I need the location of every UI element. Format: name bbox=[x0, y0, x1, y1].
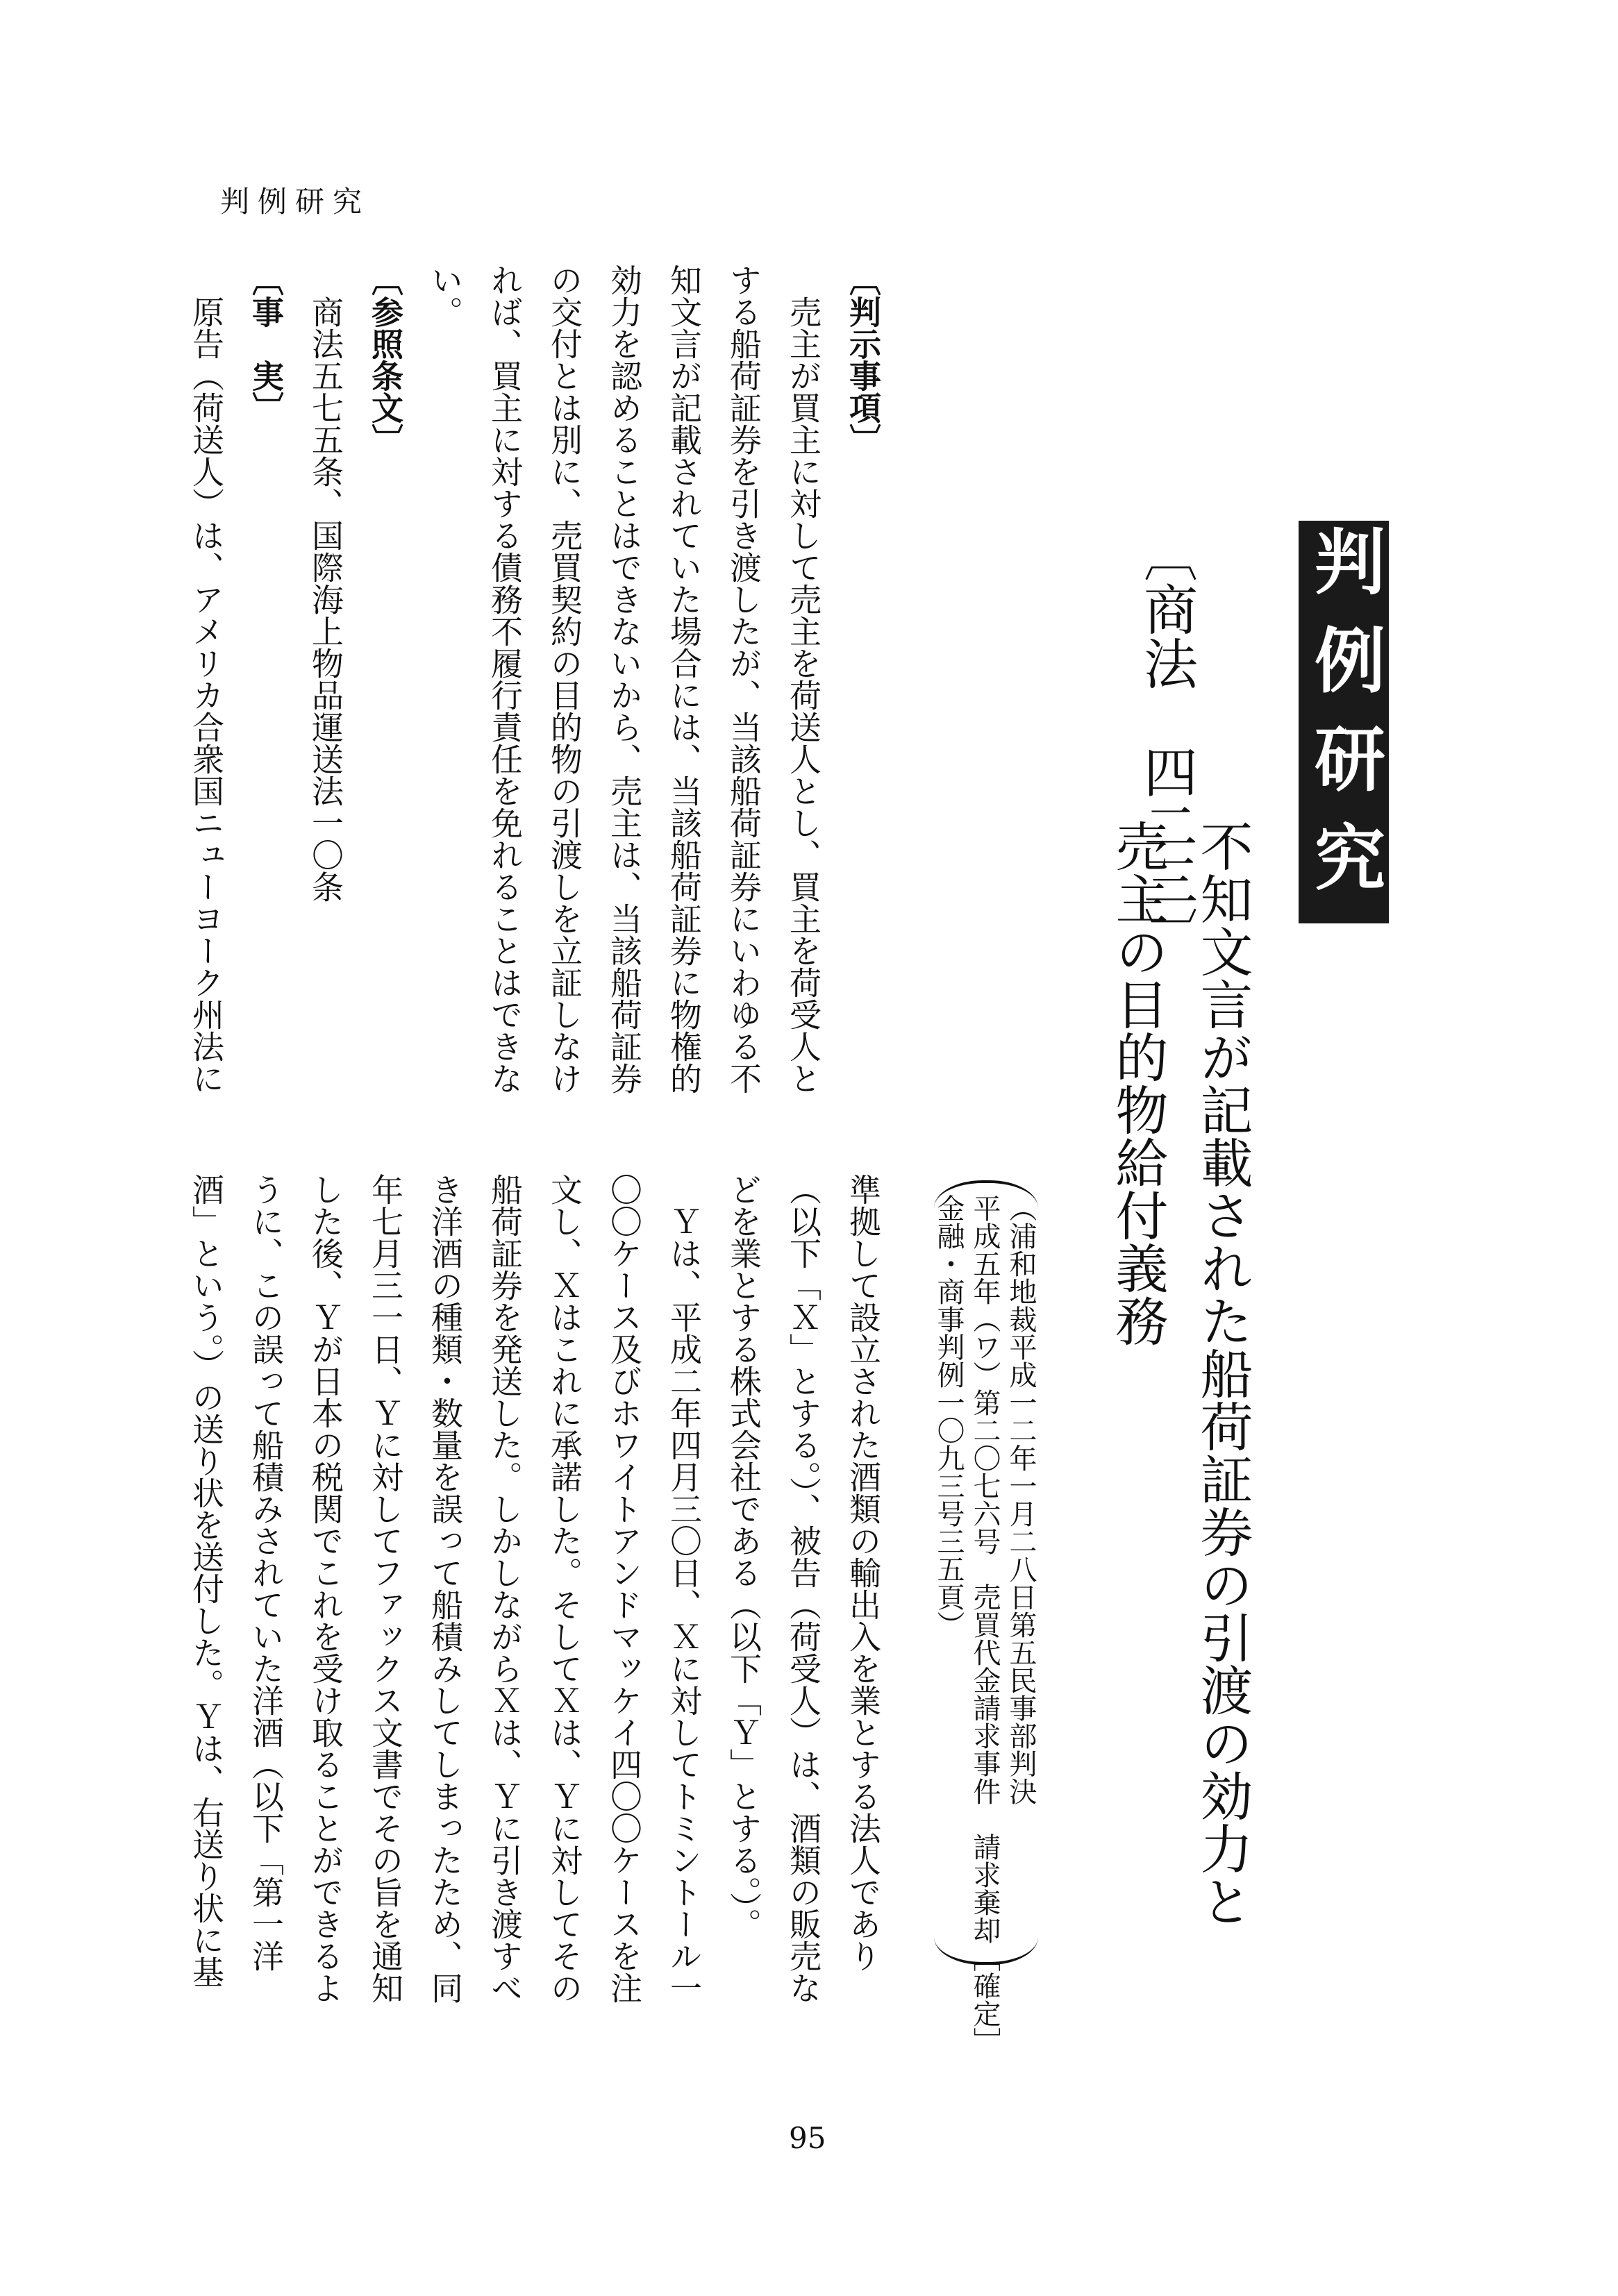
heading-facts: 〔事 実〕 bbox=[247, 264, 285, 424]
article-title-line-2: 売主の目的物給付義務 bbox=[1107, 819, 1169, 1347]
body-column: 船荷証券を発送した。しかしながらＸは、Ｙに引き渡すべ bbox=[486, 1173, 524, 2004]
body-column: 売主が買主に対して売主を荷送人とし、買主を荷受人と bbox=[785, 264, 822, 1094]
heading-references: 〔参照条文〕 bbox=[367, 264, 404, 455]
body-column: する船荷証券を引き渡したが、当該船荷証券にいわゆる不 bbox=[725, 264, 762, 1094]
body-column: 効力を認めることはできないから、売主は、当該船荷証券 bbox=[606, 264, 643, 1094]
body-column: れば、買主に対する債務不履行責任を免れることはできな bbox=[486, 264, 524, 1094]
running-head: 判例研究 bbox=[220, 185, 371, 219]
body-column: （以下「Ｘ」とする。）、被告（荷受人）は、酒類の販売な bbox=[785, 1173, 822, 2004]
body-column: した後、Ｙが日本の税関でこれを受け取ることができるよ bbox=[307, 1173, 344, 2004]
body-column: 知文言が記載されていた場合には、当該船荷証券に物権的 bbox=[665, 264, 703, 1094]
body-column: き洋酒の種類・数量を誤って船積みしてしまったため、同 bbox=[426, 1173, 464, 2004]
body-column: 商法五七五条、国際海上物品運送法一〇条 bbox=[307, 264, 344, 903]
article-title-line-1: 不知文言が記載された船荷証券の引渡の効力と bbox=[1192, 819, 1253, 1927]
citation-line-1: （浦和地裁平成一二年一月二八日第五民事部判決 bbox=[1005, 1194, 1037, 1805]
body-column: 準拠して設立された酒類の輸出入を業とする法人であり bbox=[844, 1173, 882, 1972]
section-banner bbox=[1299, 521, 1389, 923]
citation-line-3: 金融・商事判例一〇九三号三五頁） bbox=[933, 1194, 965, 1639]
citation-line-2: 平成五年（ワ）第二〇七六号 売買代金請求事件 請求棄却［確定］ bbox=[969, 1194, 1001, 2055]
body-column: 酒」という。）の送り状を送付した。Ｙは、右送り状に基 bbox=[187, 1173, 225, 1988]
body-column: どを業とする株式会社である（以下「Ｙ」とする。）。 bbox=[725, 1173, 762, 1940]
banner-text: 判例研究 bbox=[1303, 525, 1385, 919]
body-column: 原告（荷送人）は、アメリカ合衆国ニューヨーク州法に bbox=[187, 264, 225, 1094]
body-column: 文し、Ｘはこれに承諾した。そしてＸは、Ｙに対してその bbox=[546, 1173, 583, 2004]
page-number: 95 bbox=[789, 2121, 826, 2155]
body-column: 年七月三一日、Ｙに対してファックス文書でその旨を通知 bbox=[367, 1173, 404, 2004]
body-column: うに、この誤って船積みされていた洋酒（以下「第一洋 bbox=[247, 1173, 285, 1972]
body-column: Ｙは、平成二年四月三〇日、Ｘに対してトミントール一 bbox=[665, 1173, 703, 2004]
body-column: の交付とは別に、売買契約の目的物の引渡しを立証しなけ bbox=[546, 264, 583, 1094]
case-category: 〔商法 四二三〕 bbox=[1135, 528, 1197, 961]
heading-holding: 〔判示事項〕 bbox=[844, 264, 882, 455]
body-column: 〇〇ケース及びホワイトアンドマッケイ四〇〇ケースを注 bbox=[606, 1173, 643, 2004]
body-column: い。 bbox=[426, 264, 464, 328]
